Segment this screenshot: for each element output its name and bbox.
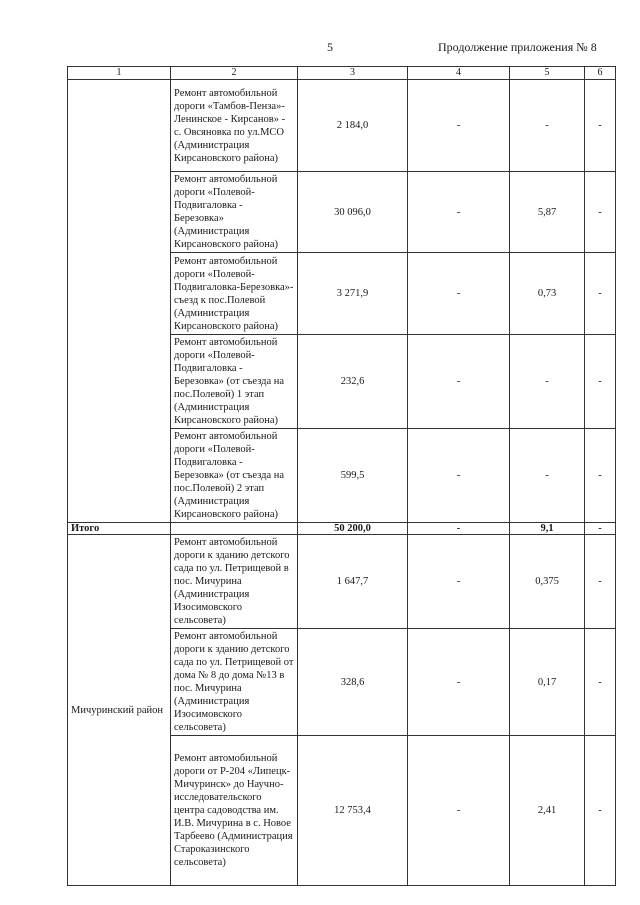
col6-value: - (585, 80, 616, 172)
column-header-4: 4 (408, 67, 510, 80)
col5-value: 0,17 (510, 629, 585, 736)
col4-value: - (408, 80, 510, 172)
col4-value: - (408, 172, 510, 253)
column-header-6: 6 (585, 67, 616, 80)
page-number: 5 (327, 40, 333, 54)
roads-table (67, 66, 616, 886)
col6-value: - (585, 253, 616, 335)
road-description: Ремонт автомобильной дороги «Полевой-Подвигаловка-Березовка»-съезд к пос.Полевой (Администрация Кирсановского района) (171, 253, 298, 335)
cost-value: 2 184,0 (298, 80, 408, 172)
column-header-1: 1 (68, 67, 171, 80)
road-description: Ремонт автомобильной дороги «Полевой-Подвигаловка - Березовка» (от съезда на пос.Полевой) 1 этап (Администрация Кирсановского района) (171, 335, 298, 429)
col5-value: 2,41 (510, 736, 585, 886)
cost-value: 3 271,9 (298, 253, 408, 335)
table-row (68, 535, 616, 629)
col4-value: - (408, 429, 510, 523)
col4-value: - (408, 535, 510, 629)
total-cost: 50 200,0 (298, 523, 408, 535)
col4-value: - (408, 335, 510, 429)
cost-value: 599,5 (298, 429, 408, 523)
col5-value: - (510, 429, 585, 523)
column-header-3: 3 (298, 67, 408, 80)
col6-value: - (585, 335, 616, 429)
col6-value: - (585, 172, 616, 253)
col5-value: - (510, 335, 585, 429)
col6-value: - (585, 535, 616, 629)
col5-value: 0,375 (510, 535, 585, 629)
total-col4: - (408, 523, 510, 535)
road-description: Ремонт автомобильной дороги «Полевой-Подвигаловка - Березовка» (от съезда на пос.Полевой) 2 этап (Администрация Кирсановского района) (171, 429, 298, 523)
total-col6: - (585, 523, 616, 535)
column-header-5: 5 (510, 67, 585, 80)
col4-value: - (408, 253, 510, 335)
table-row (68, 80, 616, 172)
cost-value: 328,6 (298, 629, 408, 736)
region-name: Мичуринский район (68, 535, 171, 886)
road-description: Ремонт автомобильной дороги к зданию детского сада по ул. Петрищевой от дома № 8 до дома №13 в пос. Мичурина (Администрация Изосимовского сельсовета) (171, 629, 298, 736)
region-cell-continued (68, 80, 171, 523)
cost-value: 1 647,7 (298, 535, 408, 629)
col6-value: - (585, 629, 616, 736)
appendix-continuation-label: Продолжение приложения № 8 (438, 40, 597, 54)
road-description: Ремонт автомобильной дороги от Р-204 «Липецк-Мичуринск» до Научно-исследовательского центра садоводства им. И.В. Мичурина в с. Новое Тарбеево (Администрация Староказинского сельсовета) (171, 736, 298, 886)
column-header-2: 2 (171, 67, 298, 80)
col5-value: - (510, 80, 585, 172)
column-number-row (68, 67, 616, 80)
col6-value: - (585, 429, 616, 523)
col5-value: 5,87 (510, 172, 585, 253)
cost-value: 30 096,0 (298, 172, 408, 253)
total-label: Итого (68, 523, 171, 535)
road-description: Ремонт автомобильной дороги к зданию детского сада по ул. Петрищевой в пос. Мичурина (Администрация Изосимовского сельсовета) (171, 535, 298, 629)
road-description: Ремонт автомобильной дороги «Тамбов-Пенза»-Ленинское - Кирсанов» - с. Овсяновка по ул.МСО (Администрация Кирсановского района) (171, 80, 298, 172)
col6-value: - (585, 736, 616, 886)
total-empty-cell (171, 523, 298, 535)
road-description: Ремонт автомобильной дороги «Полевой-Подвигаловка - Березовка» (Администрация Кирсановского района) (171, 172, 298, 253)
col4-value: - (408, 736, 510, 886)
col5-value: 0,73 (510, 253, 585, 335)
cost-value: 232,6 (298, 335, 408, 429)
total-col5: 9,1 (510, 523, 585, 535)
total-row (68, 523, 616, 535)
col4-value: - (408, 629, 510, 736)
cost-value: 12 753,4 (298, 736, 408, 886)
